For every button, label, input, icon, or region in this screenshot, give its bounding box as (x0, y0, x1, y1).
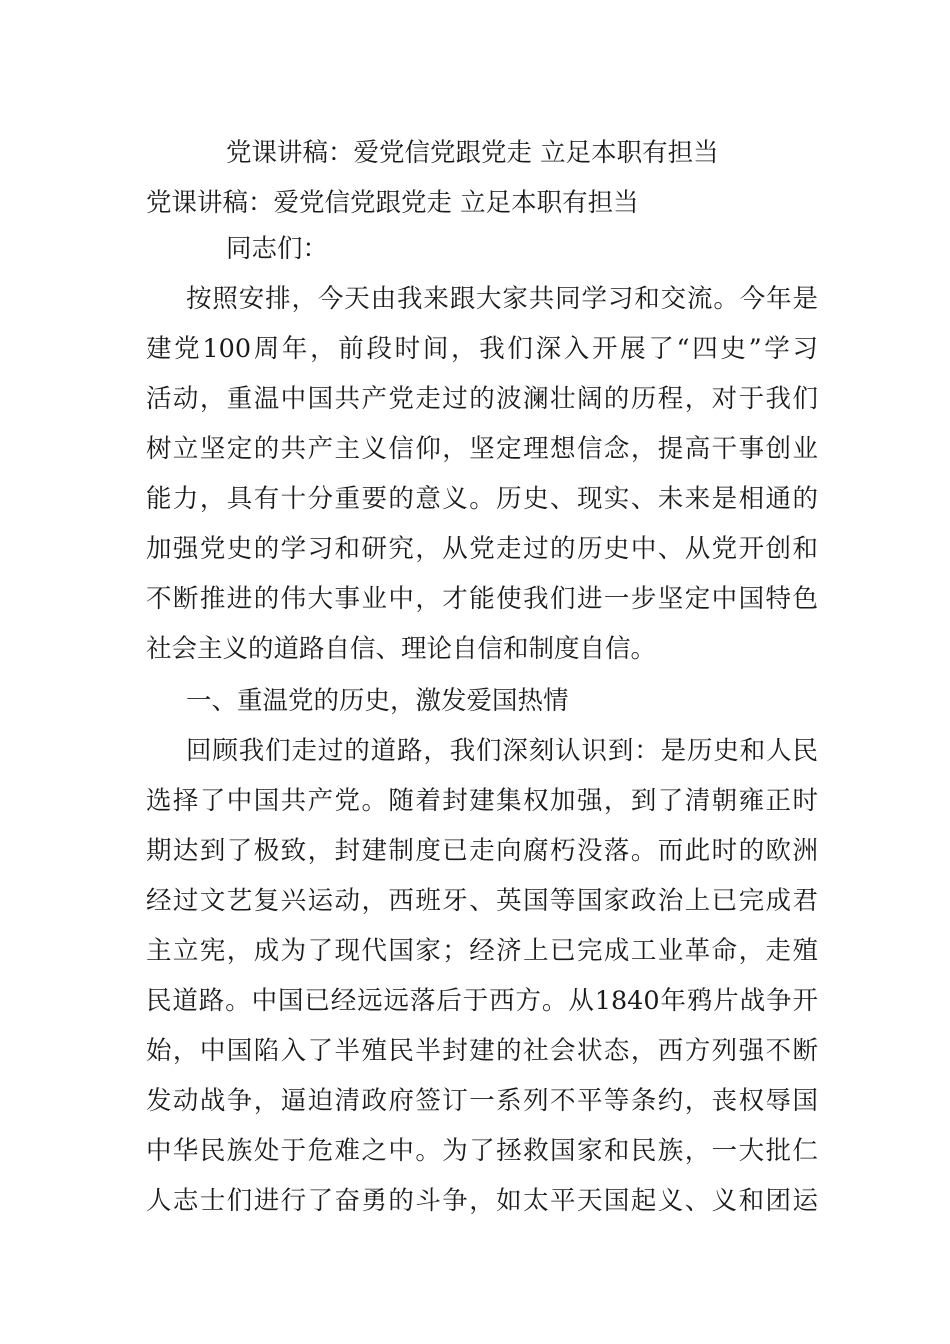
paragraph-1-line: 不断推进的伟大事业中，才能使我们进一步坚定中国特色 (146, 584, 818, 614)
document-title-left: 党课讲稿：爱党信党跟党走 立足本职有担当 (146, 188, 639, 218)
paragraph-1-line: 加强党史的学习和研究，从党走过的历史中、从党开创和 (146, 534, 818, 564)
paragraph-2-line: 发动战争，逼迫清政府签订一系列不平等条约，丧权辱国 (146, 1086, 818, 1116)
paragraph-1-line: 活动，重温中国共产党走过的波澜壮阔的历程，对于我们 (146, 384, 818, 414)
paragraph-2-line: 人志士们进行了奋勇的斗争，如太平天国起义、义和团运 (146, 1186, 818, 1216)
document-title-centered: 党课讲稿：爱党信党跟党走 立足本职有担当 (226, 138, 719, 168)
paragraph-2-line: 主立宪，成为了现代国家；经济上已完成工业革命，走殖 (146, 936, 818, 966)
salutation: 同志们： (226, 234, 329, 264)
paragraph-2-line: 经过文艺复兴运动，西班牙、英国等国家政治上已完成君 (146, 886, 818, 916)
paragraph-1-line: 树立坚定的共产主义信仰，坚定理想信念，提高干事创业 (146, 434, 818, 464)
paragraph-1-line: 能力，具有十分重要的意义。历史、现实、未来是相通的 (146, 484, 818, 514)
paragraph-2-line: 民道路。中国已经远远落后于西方。从1840年鸦片战争开 (146, 986, 818, 1016)
paragraph-2-line: 选择了中国共产党。随着封建集权加强，到了清朝雍正时 (146, 786, 818, 816)
section-heading: 一、重温党的历史，激发爱国热情 (186, 686, 569, 716)
paragraph-2-line: 中华民族处于危难之中。为了拯救国家和民族，一大批仁 (146, 1136, 818, 1166)
paragraph-1-line: 建党100周年，前段时间，我们深入开展了“四史”学习 (146, 334, 818, 364)
paragraph-2-line: 回顾我们走过的道路，我们深刻认识到：是历史和人民 (186, 736, 818, 766)
paragraph-1-line: 按照安排，今天由我来跟大家共同学习和交流。今年是 (186, 284, 818, 314)
paragraph-2-line: 始，中国陷入了半殖民半封建的社会状态，西方列强不断 (146, 1036, 818, 1066)
paragraph-1-line: 社会主义的道路自信、理论自信和制度自信。 (146, 634, 657, 664)
paragraph-2-line: 期达到了极致，封建制度已走向腐朽没落。而此时的欧洲 (146, 836, 818, 866)
